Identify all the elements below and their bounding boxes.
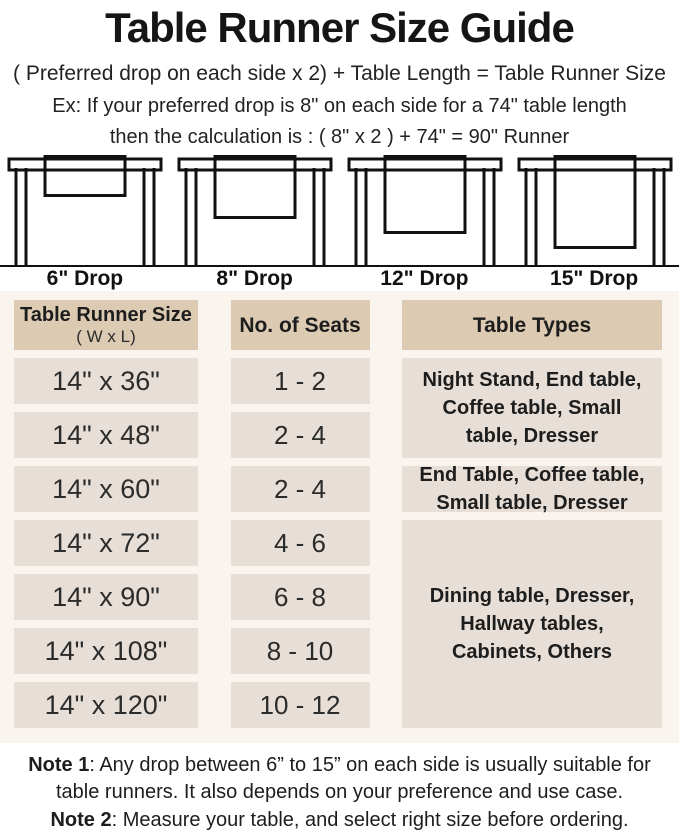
- example-line-1: Ex: If your preferred drop is 8" on each side for a 74" table length: [52, 95, 627, 117]
- header-table-types-title: Table Types: [472, 313, 592, 337]
- table-drawing: [340, 155, 510, 265]
- note-2: [8, 807, 671, 834]
- seats-cell-row-3: 2 - 4: [231, 466, 370, 512]
- header-section: [0, 0, 679, 155]
- table-illustration-12: [340, 155, 510, 265]
- size-table: [14, 300, 662, 728]
- table-drawing: [170, 155, 340, 265]
- note-1-text: : Any drop between 6” to 15” on each side is usually suitable for table runners. It also depends on your preference and use case.: [55, 754, 651, 803]
- size-cell-row-1: 14" x 36": [14, 358, 198, 404]
- formula-line: ( Preferred drop on each side x 2) + Table Length = Table Runner Size: [13, 62, 666, 85]
- seats-cell-row-2: 2 - 4: [231, 412, 370, 458]
- example-line-2: then the calculation is : ( 8" x 2 ) + 74" = 90" Runner: [109, 126, 570, 148]
- table-types-cell-3: Dining table, Dresser, Hallway tables, Cabinets, Others: [402, 520, 662, 728]
- size-cell-row-6: 14" x 108": [14, 628, 198, 674]
- header-no-of-seats: [231, 300, 370, 350]
- header-table-types: [402, 300, 662, 350]
- header-runner-size: [14, 300, 198, 350]
- page-title: Table Runner Size Guide: [105, 4, 574, 51]
- drop-label-6: 6" Drop: [46, 267, 124, 290]
- table-drawing: [510, 155, 679, 265]
- note-1-label: Note 1: [28, 754, 90, 776]
- table-types-cell-2: End Table, Coffee table, Small table, Dresser: [402, 466, 662, 512]
- size-cell-row-3: 14" x 60": [14, 466, 198, 512]
- table-types-cell-1: Night Stand, End table, Coffee table, Small table, Dresser: [402, 358, 662, 458]
- drop-labels-row: [0, 267, 679, 291]
- size-cell-row-4: 14" x 72": [14, 520, 198, 566]
- header-runner-size-title: Table Runner Size: [20, 304, 192, 326]
- seats-cell-row-5: 6 - 8: [231, 574, 370, 620]
- table-illustrations-row: [0, 155, 679, 267]
- note-2-text: : Measure your table, and select right size before ordering.: [111, 809, 629, 831]
- table-drawing: [0, 155, 170, 265]
- table-illustration-8: [170, 155, 340, 265]
- seats-cell-row-4: 4 - 6: [231, 520, 370, 566]
- seats-cell-row-6: 8 - 10: [231, 628, 370, 674]
- note-1: [8, 752, 671, 806]
- size-table-section: [0, 291, 679, 743]
- header-no-of-seats-title: No. of Seats: [239, 313, 361, 337]
- header-runner-size-subtitle: ( W x L): [76, 327, 136, 346]
- drop-label-15: 15" Drop: [550, 267, 639, 290]
- note-2-label: Note 2: [50, 809, 112, 831]
- drop-label-8: 8" Drop: [216, 267, 293, 290]
- size-cell-row-2: 14" x 48": [14, 412, 198, 458]
- size-cell-row-7: 14" x 120": [14, 682, 198, 728]
- table-illustration-6: [0, 155, 170, 265]
- notes-section: [0, 743, 679, 835]
- seats-cell-row-7: 10 - 12: [231, 682, 370, 728]
- drop-label-12: 12" Drop: [380, 267, 469, 290]
- seats-cell-row-1: 1 - 2: [231, 358, 370, 404]
- table-illustration-15: [510, 155, 679, 265]
- size-cell-row-5: 14" x 90": [14, 574, 198, 620]
